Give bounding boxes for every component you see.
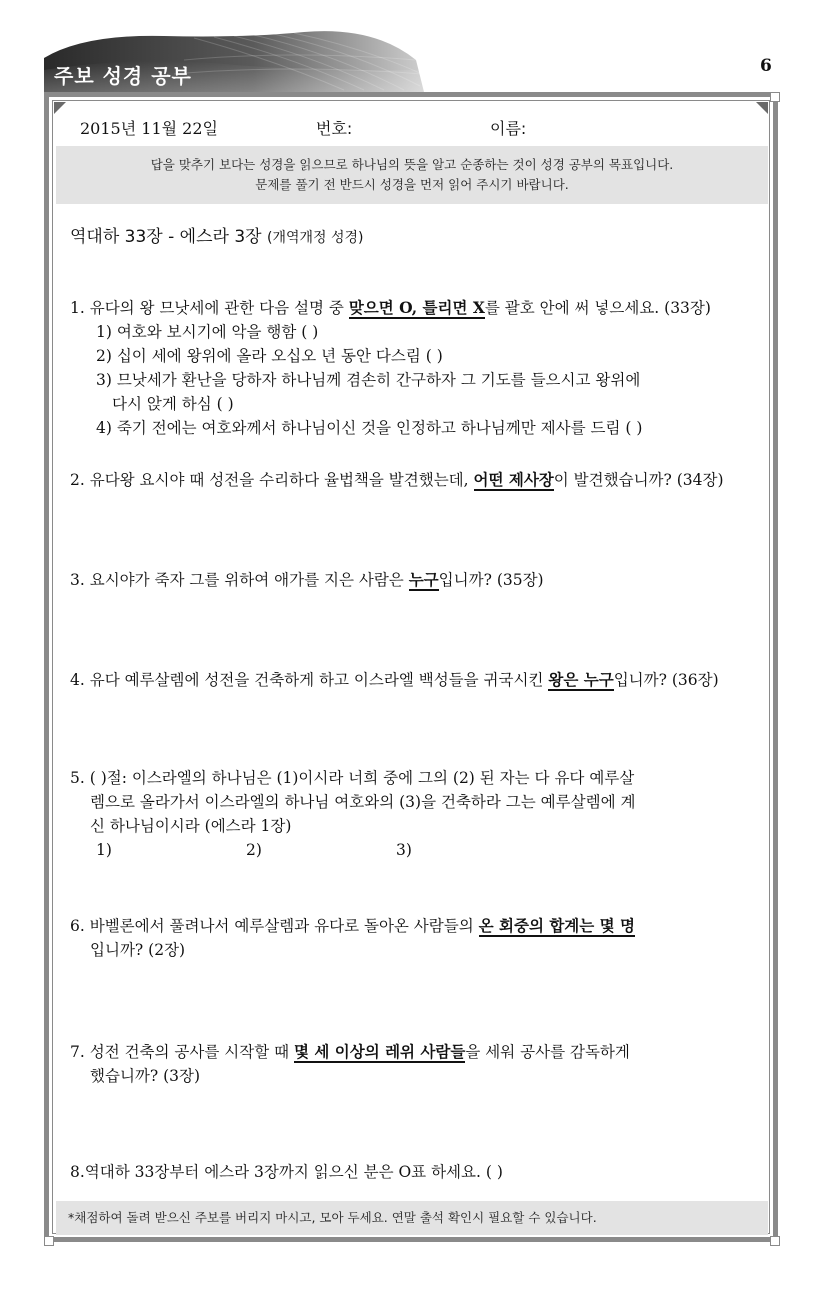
q5-line-3: 신 하나님이시라 (에스라 1장): [90, 817, 292, 835]
q8-text: 8.역대하 33장부터 에스라 3장까지 읽으신 분은 O표 하세요. ( ): [70, 1163, 503, 1181]
q4-suffix: 입니까? (36장): [613, 671, 719, 689]
q2-highlight: 어떤 제사장: [473, 470, 554, 489]
instructions-box: [56, 146, 768, 204]
info-row: [80, 116, 755, 138]
corner-square-bottom-right: [770, 1236, 780, 1246]
q7-prefix: 7. 성전 건축의 공사를 시작할 때: [70, 1043, 295, 1061]
q5-answer-1: 1): [96, 841, 112, 859]
q3-prefix: 3. 요시야가 죽자 그를 위하여 애가를 지은 사람은: [70, 571, 409, 589]
corner-triangle-right-icon: [756, 102, 768, 114]
q1-prompt: 1. 유다의 왕 므낫세에 관한 다음 설명 중 맞으면 O, 틀리면 X를 괄호 안에 써 넣으세요. (33장): [70, 298, 711, 317]
q6-prefix: 6. 바벨론에서 풀려나서 예루살렘과 유다로 돌아온 사람들의: [70, 917, 479, 935]
date-text: 2015년 11월 22일: [80, 119, 218, 138]
corner-square-bottom-left: [44, 1236, 54, 1246]
section-title: [70, 222, 364, 247]
q1-item-1: 1) 여호와 보시기에 악을 행함 ( ): [96, 323, 319, 341]
name-label: 이름:: [490, 119, 527, 138]
question-8: [70, 1160, 758, 1184]
q1-highlight: 맞으면 O, 틀리면 X: [348, 298, 485, 317]
q1-item-2: 2) 십이 세에 왕위에 올라 오십오 년 동안 다스림 ( ): [96, 347, 443, 365]
q4-prefix: 4. 유다 예루살렘에 성전을 건축하게 하고 이스라엘 백성들을 귀국시킨: [70, 671, 549, 689]
question-1: [70, 296, 758, 440]
q5-answer-2: 2): [246, 841, 262, 859]
q5-answer-slots: [70, 838, 758, 862]
question-3: [70, 568, 758, 592]
q6-highlight: 온 회중의 합계는 몇 명: [478, 916, 635, 935]
worksheet-title: 주보 성경 공부: [54, 64, 192, 88]
q7-line-2: 했습니까? (3장): [90, 1067, 201, 1085]
question-2: [70, 468, 758, 492]
q1-item-3: 3) 므낫세가 환난을 당하자 하나님께 겸손히 간구하자 그 기도를 들으시고 왕위에: [96, 371, 641, 389]
page-number: 6: [760, 56, 772, 76]
instructions-line-2: 문제를 풀기 전 반드시 성경을 먼저 읽어 주시기 바랍니다.: [255, 177, 569, 192]
q5-line-1: 5. ( )절: 이스라엘의 하나님은 (1)이시라 너희 중에 그의 (2) 된 자는 다 유다 예루살: [70, 769, 635, 787]
q6-line-2: 입니까? (2장): [90, 941, 186, 959]
question-6: [70, 914, 758, 962]
q7-highlight: 몇 세 이상의 레위 사람들: [294, 1042, 466, 1061]
corner-triangle-left-icon: [54, 102, 66, 114]
footer-note: *채점하여 돌려 받으신 주보를 버리지 마시고, 모아 두세요. 연말 출석 확인시 필요할 수 있습니다.: [56, 1201, 768, 1235]
instructions-line-1: 답을 맞추기 보다는 성경을 읽으므로 하나님의 뜻을 알고 순종하는 것이 성경 공부의 목표입니다.: [150, 157, 674, 172]
q2-suffix: 이 발견했습니까? (34장): [553, 471, 724, 489]
question-4: [70, 668, 758, 692]
question-7: [70, 1040, 758, 1088]
q5-answer-3: 3): [396, 841, 412, 859]
q3-suffix: 입니까? (35장): [438, 571, 544, 589]
q5-line-2: 렘으로 올라가서 이스라엘의 하나님 여호와의 (3)을 건축하라 그는 예루살렘에 계: [90, 793, 636, 811]
q1-item-3-cont: 다시 앉게 하심 ( ): [112, 395, 234, 413]
q4-highlight: 왕은 누구: [548, 670, 614, 689]
section-version: (개역개정 성경): [266, 230, 364, 246]
corner-square-top-right: [770, 92, 780, 102]
question-5: [70, 766, 758, 862]
q7-suffix: 을 세워 공사를 감독하게: [465, 1043, 630, 1061]
section-range: 역대하 33장 - 에스라 3장: [70, 227, 262, 247]
q1-item-4: 4) 죽기 전에는 여호와께서 하나님이신 것을 인정하고 하나님께만 제사를 드림 ( ): [96, 419, 643, 437]
number-label: 번호:: [316, 119, 353, 138]
q3-highlight: 누구: [408, 570, 439, 589]
q2-prefix: 2. 유다왕 요시야 때 성전을 수리하다 율법책을 발견했는데,: [70, 471, 474, 489]
